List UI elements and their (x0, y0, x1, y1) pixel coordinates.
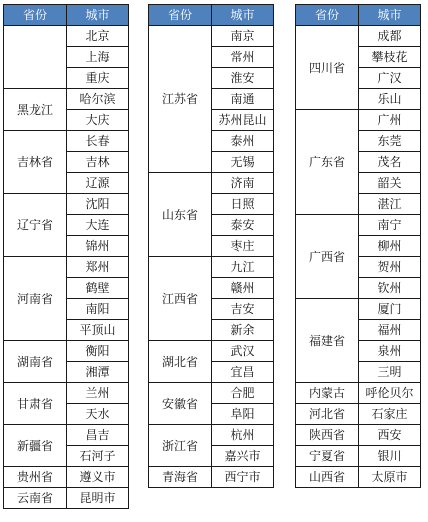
city-cell[interactable]: 苏州昆山 (212, 110, 274, 131)
city-cell[interactable]: 南京 (212, 26, 274, 47)
province-cell[interactable] (4, 26, 67, 89)
province-cell[interactable]: 安徽省 (149, 383, 212, 425)
city-cell[interactable]: 贺州 (359, 257, 421, 278)
city-cell[interactable]: 泉州 (359, 341, 421, 362)
province-cell[interactable]: 青海省 (149, 467, 212, 488)
table-row (149, 383, 274, 404)
table-row (149, 257, 274, 278)
header-city[interactable]: 城市 (212, 5, 274, 26)
table-row (149, 26, 274, 47)
header-province[interactable]: 省份 (149, 5, 212, 26)
table-row (296, 467, 421, 488)
province-cell[interactable]: 江西省 (149, 257, 212, 341)
table-row (149, 425, 274, 446)
province-cell[interactable]: 山东省 (149, 173, 212, 257)
city-cell[interactable]: 银川 (359, 446, 421, 467)
header-city[interactable]: 城市 (67, 5, 129, 26)
city-cell[interactable]: 乐山 (359, 89, 421, 110)
table-row (4, 194, 129, 215)
header-province[interactable]: 省份 (4, 5, 67, 26)
city-cell[interactable]: 鹤壁 (67, 278, 129, 299)
city-cell[interactable]: 天水 (67, 404, 129, 425)
city-cell[interactable]: 北京 (67, 26, 129, 47)
city-cell[interactable]: 南宁 (359, 215, 421, 236)
table-row (4, 383, 129, 404)
province-cell[interactable]: 辽宁省 (4, 194, 67, 257)
city-cell[interactable]: 三明 (359, 362, 421, 383)
province-cell[interactable]: 广东省 (296, 110, 359, 215)
city-cell[interactable]: 阜阳 (212, 404, 274, 425)
city-cell[interactable]: 辽源 (67, 173, 129, 194)
city-cell[interactable]: 吉安 (212, 299, 274, 320)
city-cell[interactable]: 成都 (359, 26, 421, 47)
city-cell[interactable]: 太原市 (359, 467, 421, 488)
city-cell[interactable]: 嘉兴市 (212, 446, 274, 467)
city-cell[interactable]: 沈阳 (67, 194, 129, 215)
table-row (296, 404, 421, 425)
city-cell[interactable]: 兰州 (67, 383, 129, 404)
province-cell[interactable]: 黑龙江 (4, 89, 67, 131)
city-cell[interactable]: 泰州 (212, 131, 274, 152)
city-cell[interactable]: 大连 (67, 215, 129, 236)
province-cell[interactable]: 内蒙古 (296, 383, 359, 404)
table-row (296, 446, 421, 467)
city-cell[interactable]: 上海 (67, 47, 129, 68)
province-city-table-2 (148, 4, 274, 488)
province-cell[interactable]: 湖北省 (149, 341, 212, 383)
city-cell[interactable]: 哈尔滨 (67, 89, 129, 110)
city-cell[interactable]: 泰安 (212, 215, 274, 236)
table-row (296, 110, 421, 131)
city-cell[interactable]: 钦州 (359, 278, 421, 299)
city-cell[interactable]: 呼伦贝尔 (359, 383, 421, 404)
table-row (4, 257, 129, 278)
table-row (296, 383, 421, 404)
city-cell[interactable]: 平顶山 (67, 320, 129, 341)
city-cell[interactable]: 常州 (212, 47, 274, 68)
city-cell[interactable]: 日照 (212, 194, 274, 215)
city-cell[interactable]: 攀枝花 (359, 47, 421, 68)
table-row (296, 299, 421, 320)
province-cell[interactable]: 湖南省 (4, 341, 67, 383)
city-cell[interactable]: 湘潭 (67, 362, 129, 383)
city-cell[interactable]: 南通 (212, 89, 274, 110)
table-row (149, 173, 274, 194)
table-row (4, 26, 129, 47)
city-cell[interactable]: 吉林 (67, 152, 129, 173)
province-cell[interactable]: 广西省 (296, 215, 359, 299)
city-cell[interactable]: 遵义市 (67, 467, 129, 488)
province-cell[interactable]: 新疆省 (4, 425, 67, 467)
province-city-table-3 (295, 4, 421, 488)
city-cell[interactable]: 大庆 (67, 110, 129, 131)
province-cell[interactable]: 宁夏省 (296, 446, 359, 467)
city-cell[interactable]: 西宁市 (212, 467, 274, 488)
city-cell[interactable]: 韶关 (359, 173, 421, 194)
table-row (4, 131, 129, 152)
city-cell[interactable]: 无锡 (212, 152, 274, 173)
city-cell[interactable]: 枣庄 (212, 236, 274, 257)
city-cell[interactable]: 厦门 (359, 299, 421, 320)
header-row (296, 5, 421, 26)
province-cell[interactable]: 福建省 (296, 299, 359, 383)
table-row (149, 467, 274, 488)
province-cell[interactable]: 四川省 (296, 26, 359, 110)
city-cell[interactable]: 合肥 (212, 383, 274, 404)
province-cell[interactable]: 云南省 (4, 488, 67, 509)
city-cell[interactable]: 九江 (212, 257, 274, 278)
province-cell[interactable]: 贵州省 (4, 467, 67, 488)
city-cell[interactable]: 昆明市 (67, 488, 129, 509)
table-row (4, 467, 129, 488)
city-cell[interactable]: 广州 (359, 110, 421, 131)
header-province[interactable]: 省份 (296, 5, 359, 26)
province-cell[interactable]: 甘肃省 (4, 383, 67, 425)
city-cell[interactable]: 宜昌 (212, 362, 274, 383)
province-cell[interactable]: 河南省 (4, 257, 67, 341)
table-row (296, 425, 421, 446)
province-cell[interactable]: 陕西省 (296, 425, 359, 446)
province-cell[interactable]: 吉林省 (4, 131, 67, 194)
table-row (296, 215, 421, 236)
city-cell[interactable]: 武汉 (212, 341, 274, 362)
city-cell[interactable]: 东莞 (359, 131, 421, 152)
header-row (149, 5, 274, 26)
province-city-table-1 (3, 4, 129, 509)
table-row (4, 488, 129, 509)
city-cell[interactable]: 石河子 (67, 446, 129, 467)
city-cell[interactable]: 柳州 (359, 236, 421, 257)
table-row (4, 341, 129, 362)
city-cell[interactable]: 茂名 (359, 152, 421, 173)
city-cell[interactable]: 锦州 (67, 236, 129, 257)
header-city[interactable]: 城市 (359, 5, 421, 26)
city-cell[interactable]: 湛江 (359, 194, 421, 215)
city-cell[interactable]: 西安 (359, 425, 421, 446)
city-cell[interactable]: 淮安 (212, 68, 274, 89)
province-cell[interactable]: 江苏省 (149, 26, 212, 173)
table-row (296, 26, 421, 47)
city-cell[interactable]: 济南 (212, 173, 274, 194)
city-cell[interactable]: 广汉 (359, 68, 421, 89)
city-cell[interactable]: 昌吉 (67, 425, 129, 446)
table-row (4, 89, 129, 110)
header-row (4, 5, 129, 26)
city-cell[interactable]: 福州 (359, 320, 421, 341)
city-cell[interactable]: 新余 (212, 320, 274, 341)
city-cell[interactable]: 南阳 (67, 299, 129, 320)
table-row (4, 425, 129, 446)
city-cell[interactable]: 长春 (67, 131, 129, 152)
province-cell[interactable]: 浙江省 (149, 425, 212, 467)
province-cell[interactable]: 河北省 (296, 404, 359, 425)
city-cell[interactable]: 衡阳 (67, 341, 129, 362)
city-cell[interactable]: 郑州 (67, 257, 129, 278)
city-cell[interactable]: 重庆 (67, 68, 129, 89)
province-cell[interactable]: 山西省 (296, 467, 359, 488)
table-row (149, 341, 274, 362)
city-cell[interactable]: 赣州 (212, 278, 274, 299)
city-cell[interactable]: 杭州 (212, 425, 274, 446)
city-cell[interactable]: 石家庄 (359, 404, 421, 425)
